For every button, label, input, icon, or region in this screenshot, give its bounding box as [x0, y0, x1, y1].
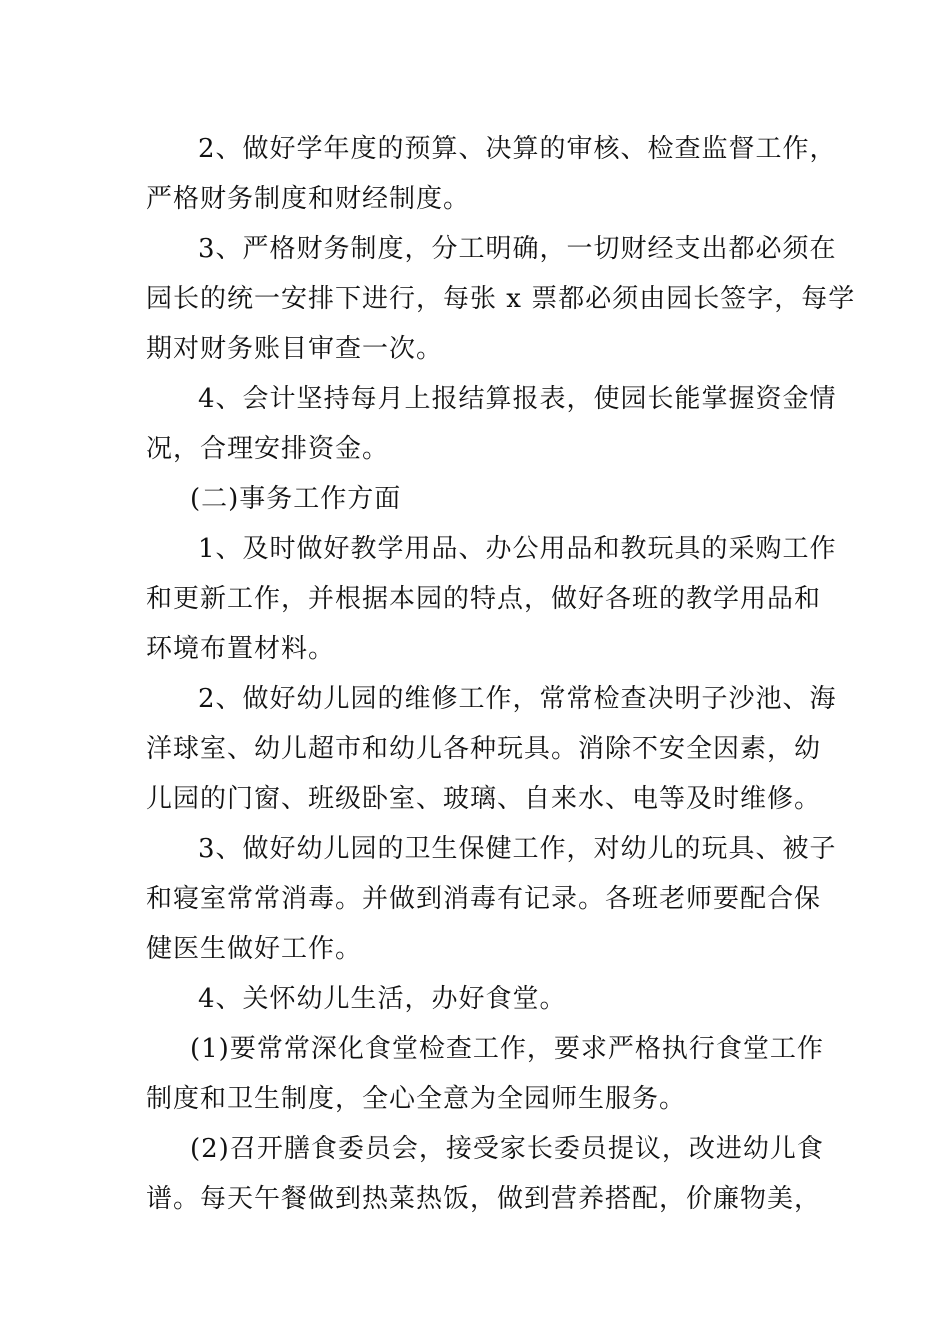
text-line: 1、及时做好教学用品、办公用品和教玩具的采购工作 — [198, 534, 837, 564]
text-line: 3、做好幼儿园的卫生保健工作，对幼儿的玩具、被子 — [198, 834, 837, 864]
text-line: (1)要常常深化食堂检查工作，要求严格执行食堂工作 — [190, 1034, 824, 1064]
text-line: 3、严格财务制度，分工明确，一切财经支出都必须在 — [198, 234, 837, 264]
text-line: 园长的统一安排下进行，每张 x 票都必须由园长签字，每学 — [146, 284, 856, 314]
paragraph-procurement — [146, 524, 837, 674]
paragraph-hygiene — [146, 824, 837, 974]
text-line: (2)召开膳食委员会，接受家长委员提议，改进幼儿食 — [190, 1134, 824, 1164]
text-line: 4、关怀幼儿生活，办好食堂。 — [198, 984, 567, 1014]
text-line: 洋球室、幼儿超市和幼儿各种玩具。消除不安全因素，幼 — [146, 734, 822, 764]
text-line: 谱。每天午餐做到热菜热饭，做到营养搭配，价廉物美， — [146, 1184, 822, 1214]
paragraph-accounting-reports — [146, 374, 837, 474]
text-line: 况，合理安排资金。 — [146, 434, 390, 464]
text-line: 4、会计坚持每月上报结算报表，使园长能掌握资金情 — [198, 384, 837, 414]
paragraph-budget-review — [146, 124, 837, 224]
text-line: 严格财务制度和财经制度。 — [146, 184, 471, 214]
document-body — [146, 124, 856, 1224]
text-line: 期对财务账目审查一次。 — [146, 334, 444, 364]
paragraph-meal-committee — [146, 1124, 824, 1224]
text-line: 儿园的门窗、班级卧室、玻璃、自来水、电等及时维修。 — [146, 784, 822, 814]
paragraph-maintenance — [146, 674, 837, 824]
section-heading-affairs — [146, 474, 810, 524]
text-line: 和更新工作，并根据本园的特点，做好各班的教学用品和 — [146, 584, 822, 614]
text-line: 健医生做好工作。 — [146, 934, 363, 964]
paragraph-canteen — [146, 974, 810, 1024]
text-line: 环境布置材料。 — [146, 634, 336, 664]
text-line: (二)事务工作方面 — [190, 484, 402, 514]
text-line: 制度和卫生制度，全心全意为全园师生服务。 — [146, 1084, 687, 1114]
paragraph-canteen-inspection — [146, 1024, 824, 1124]
text-line: 2、做好幼儿园的维修工作，常常检查决明子沙池、海 — [198, 684, 837, 714]
paragraph-finance-rules — [146, 224, 856, 374]
text-line: 2、做好学年度的预算、决算的审核、检查监督工作， — [198, 134, 837, 164]
text-line: 和寝室常常消毒。并做到消毒有记录。各班老师要配合保 — [146, 884, 822, 914]
